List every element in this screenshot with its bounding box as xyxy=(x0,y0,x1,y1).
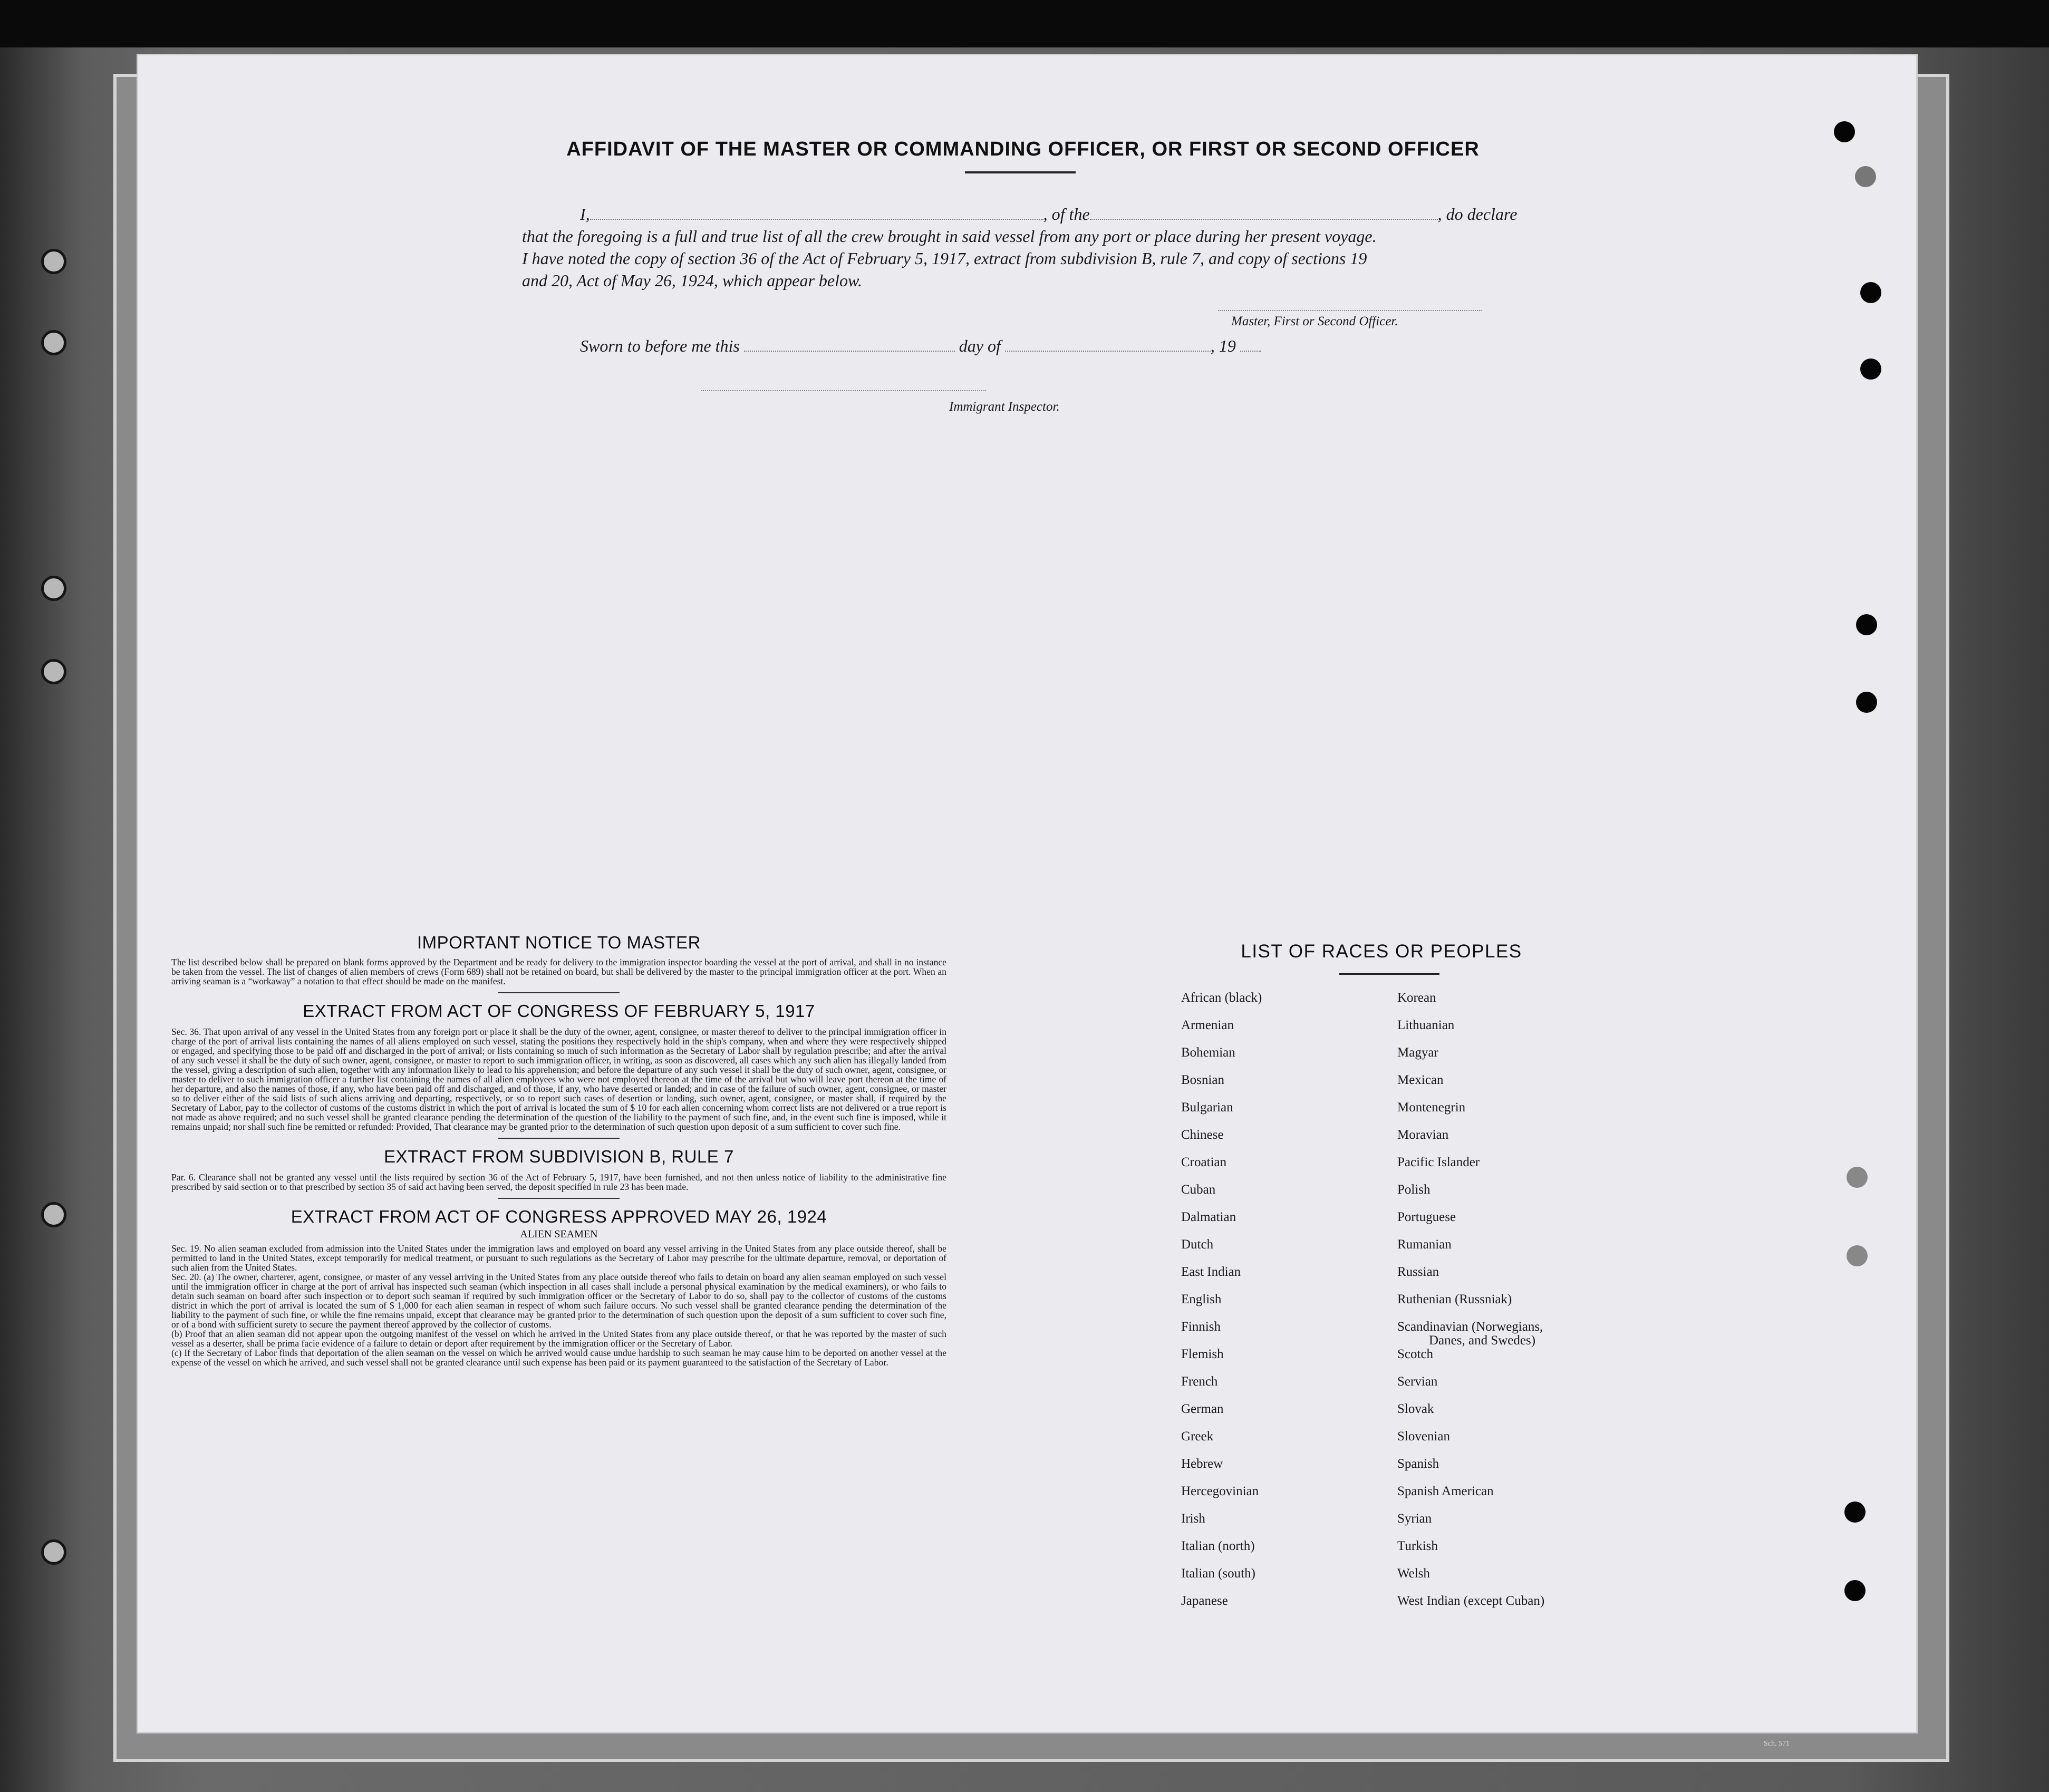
punch-hole xyxy=(1834,121,1855,142)
race-item: Finnish xyxy=(1181,1320,1221,1334)
race-item: Italian (south) xyxy=(1181,1566,1255,1581)
race-item: Slovenian xyxy=(1397,1429,1450,1444)
race-item: Bulgarian xyxy=(1181,1100,1233,1115)
declaration-line-4: and 20, Act of May 26, 1924, which appear below. xyxy=(522,271,862,290)
race-item: Lithuanian xyxy=(1397,1018,1455,1032)
declaration-of: , of the xyxy=(1043,205,1090,224)
races-left-column xyxy=(1181,990,1403,1621)
punch-hole xyxy=(1855,166,1876,187)
race-item-continuation: Danes, and Swedes) xyxy=(1429,1333,1536,1348)
punch-hole xyxy=(1847,1245,1868,1266)
race-item: German xyxy=(1181,1402,1224,1416)
sworn-day-field[interactable] xyxy=(744,337,955,352)
day-of-text: day of xyxy=(959,336,1001,355)
race-item: Dutch xyxy=(1181,1237,1214,1252)
race-item: Korean xyxy=(1397,991,1436,1005)
punch-hole xyxy=(1860,359,1881,380)
notice-body: The list described below shall be prepared on blank forms approved by the Department and be ready for delivery to the immigration inspector boarding the vessel at the port of arrival, and shall in no instance be taken from the vessel. The list of changes of alien members of crews (Form 689) shall not be retained on board, but shall be delivered by the master to the principal immigration officer at the port. When an arriving seaman is a “workaway” a notation to that effect should be made on the manifest. xyxy=(171,957,946,986)
race-item: Moravian xyxy=(1397,1128,1449,1142)
declaration-line-2: that the foregoing is a full and true list of all the crew brought in said vessel from any port or place during her present voyage. xyxy=(522,227,1377,246)
race-item: Pacific Islander xyxy=(1397,1155,1480,1169)
race-item: Mexican xyxy=(1397,1073,1444,1087)
declaration-line-3: I have noted the copy of section 36 of the Act of February 5, 1917, extract from subdivision B, rule 7, and copy of sections 19 xyxy=(522,249,1367,268)
punch-hole xyxy=(1856,614,1877,635)
race-item: Cuban xyxy=(1181,1183,1216,1197)
vessel-field[interactable] xyxy=(1090,205,1438,220)
declaration-declare: , do declare xyxy=(1437,205,1518,224)
race-item: Ruthenian (Russniak) xyxy=(1397,1292,1512,1306)
race-item: Turkish xyxy=(1397,1539,1438,1553)
punch-hole xyxy=(1844,1580,1866,1601)
race-item: French xyxy=(1181,1374,1218,1389)
section-divider xyxy=(498,1138,620,1139)
notice-title: IMPORTANT NOTICE TO MASTER xyxy=(417,933,701,952)
race-item: Portuguese xyxy=(1397,1210,1456,1224)
race-item: Servian xyxy=(1397,1374,1438,1389)
extract-1917-body: Sec. 36. That upon arrival of any vessel in the United States from any foreign port or place it shall be the duty of the owner, agent, consignee, or master thereof to deliver to the principal immigration officer in charge of the port of arrival lists containing the names of all aliens employed on such vessel, stating the positions they respectively hold in the ship's company, when and where they were respectively shipped or engaged, and specifying those to be paid off and discharged in the port of arrival; or lists containing so much of such information as the Secretary of Labor shall by regulation prescribe; and after the arrival of any such vessel it shall be the duty of such owner, agent, consignee, or master to report to such immigration officer, in writing, as soon as discovered, all cases which any such alien has illegally landed from the vessel, giving a description of such alien, together with any information likely to lead to his apprehension; and before the departure of any such vessel it shall be the duty of such owner, agent, consignee, or master to deliver to such immigration officer a further list containing the names of all alien employees who were not employed thereon at the time of the arrival but who will leave port thereon at the time of her departure, and also the names of those, if any, who have been paid off and discharged, and of those, if any, who have deserted or landed; and in case of the failure of such owner, agent, consignee, or master so to deliver either of the said lists of such aliens arriving and departing, respectively, or so to report such cases of desertion or landing, such owner, agent, consignee, or master shall, if required by the Secretary of Labor, pay to the collector of customs of the customs district in which the port of arrival is located the sum of $ 10 for each alien concerning whom correct lists are not delivered or a true report is not made as above required; and no such vessel shall be granted clearance pending the determination of the question of the liability to the payment of such fine, and, in the event such fine is imposed, while it remains unpaid; nor shall such fine be remitted or refunded: Provided, That clearance may be granted prior to the determination of such question upon deposit of a sum sufficient to cover such fine. xyxy=(171,1026,946,1132)
race-item: Polish xyxy=(1397,1183,1431,1197)
inspector-label: Immigrant Inspector. xyxy=(949,400,1060,414)
binder-hole xyxy=(41,659,66,684)
race-item: Croatian xyxy=(1181,1155,1227,1169)
declaration-text xyxy=(522,203,1524,292)
extract-1924-title: EXTRACT FROM ACT OF CONGRESS APPROVED MAY 26, 1924 xyxy=(291,1207,827,1226)
title-underline xyxy=(965,171,1076,173)
race-item: Spanish American xyxy=(1397,1484,1494,1498)
declaration-line-1 xyxy=(522,203,1524,225)
race-item: Scandinavian (Norwegians, Danes, and Swedes) xyxy=(1397,1319,1619,1347)
affidavit-title: AFFIDAVIT OF THE MASTER OR COMMANDING OFFICER, OR FIRST OR SECOND OFFICER xyxy=(566,138,1480,160)
master-label: Master, First or Second Officer. xyxy=(1231,314,1398,328)
race-item: African (black) xyxy=(1181,991,1262,1005)
declaration-i: I, xyxy=(580,205,590,224)
form-number: Sch. 571 xyxy=(1764,1740,1790,1748)
race-item: Armenian xyxy=(1181,1018,1234,1032)
sec-20a-text: Sec. 20. (a) The owner, charterer, agent, consignee, or master of any vessel arriving in the United States from any place outside thereof who fails to detain on board any alien seaman employed on such vessel until the immigration officer in charge at the port of arrival has inspected such seaman (which inspection in all cases shall include a personal physical examination by the medical examiners), or who fails to detain such seaman on board after such inspection or to deport such seaman if required by such immigration officer or the Secretary of Labor to do so, shall pay to the collector of customs of the customs district in which the port of arrival is located the sum of $ 1,000 for each alien seaman in respect of whom such failure occurs. No such vessel shall be granted clearance pending the determination of the liability to the payment of such fine, or while the fine remains unpaid, except that clearance may be granted prior to the determination of such question upon the deposit of a sum sufficient to cover such fine, or of a bond with sufficient surety to secure the payment thereof approved by the collector of customs. xyxy=(171,1272,946,1330)
name-field[interactable] xyxy=(590,205,1043,220)
race-item: Greek xyxy=(1181,1429,1214,1444)
sworn-year-field[interactable] xyxy=(1240,337,1261,352)
document-page xyxy=(138,55,1916,1732)
sec-20c-text: (c) If the Secretary of Labor finds that deportation of the alien seaman on the vessel on which he arrived would cause undue hardship to such seaman he may cause him to be deported on another vessel at the expense of the vessel on which he arrived, and such vessel shall not be granted clearance until such expense has been paid or its payment guaranteed to the satisfaction of the Secretary of Labor. xyxy=(171,1348,946,1368)
race-item: Scotch xyxy=(1397,1347,1434,1361)
inspector-signature-line[interactable] xyxy=(701,390,986,391)
sworn-text: Sworn to before me this xyxy=(580,336,740,355)
race-item: Hercegovinian xyxy=(1181,1484,1259,1498)
sec-19-text: Sec. 19. No alien seaman excluded from admission into the United States under the immigration laws and employed on board any vessel arriving in the United States from any place outside thereof, shall be permitted to land in the United States, except temporarily for medical treatment, or pursuant to such regulations as the Secretary of Labor may prescribe for the ultimate departure, removal, or deportation of such alien from the United States. xyxy=(171,1243,946,1273)
master-signature-line[interactable] xyxy=(1218,310,1482,311)
race-item: Welsh xyxy=(1397,1566,1430,1581)
section-divider xyxy=(498,1198,620,1199)
punch-hole xyxy=(1860,282,1881,303)
race-item: Spanish xyxy=(1397,1457,1439,1471)
year-prefix: , 19 xyxy=(1210,336,1236,355)
race-item: Irish xyxy=(1181,1512,1205,1526)
extract-1917-title: EXTRACT FROM ACT OF CONGRESS OF FEBRUARY 5, 1917 xyxy=(303,1001,815,1021)
sworn-month-field[interactable] xyxy=(1005,337,1211,352)
race-item: Flemish xyxy=(1181,1347,1224,1361)
punch-hole xyxy=(1847,1167,1868,1188)
race-item: Hebrew xyxy=(1181,1457,1223,1471)
race-item: Chinese xyxy=(1181,1128,1224,1142)
race-item: Russian xyxy=(1397,1265,1439,1279)
race-item: Montenegrin xyxy=(1397,1100,1466,1115)
race-item: English xyxy=(1181,1292,1222,1306)
subdivision-b-body: Par. 6. Clearance shall not be granted any vessel until the lists required by section 36 of the Act of February 5, 1917, have been furnished, and not then unless notice of liability to the administrative fine prescribed by said section or to that prescribed by section 35 of said act having been served, the deposit specified in rule 23 has been made. xyxy=(171,1172,946,1192)
race-item: Italian (north) xyxy=(1181,1539,1255,1553)
race-item: Rumanian xyxy=(1397,1237,1452,1252)
sec-20b-text: (b) Proof that an alien seaman did not appear upon the outgoing manifest of the vessel on which he arrived in the United States from any place outside thereof, or that he was reported by the master of such vessel as a deserter, shall be prima facie evidence of a failure to detain or deport after requirement by the immigration officer or the Secretary of Labor. xyxy=(171,1329,946,1349)
binder-hole xyxy=(41,330,66,355)
alien-seamen-subtitle: ALIEN SEAMEN xyxy=(520,1228,598,1240)
binder-hole xyxy=(41,1539,66,1565)
race-item: Syrian xyxy=(1397,1512,1432,1526)
races-title-underline xyxy=(1339,973,1439,975)
sworn-line xyxy=(580,336,1318,356)
race-item: Japanese xyxy=(1181,1594,1228,1608)
races-right-column xyxy=(1397,990,1619,1621)
race-item: East Indian xyxy=(1181,1265,1241,1279)
binder-hole xyxy=(41,576,66,601)
race-item: Magyar xyxy=(1397,1045,1438,1060)
punch-hole xyxy=(1844,1502,1866,1523)
race-item: Dalmatian xyxy=(1181,1210,1236,1224)
race-item: Slovak xyxy=(1397,1402,1434,1416)
race-item: West Indian (except Cuban) xyxy=(1397,1594,1545,1608)
important-notice-section xyxy=(171,932,946,1367)
races-title: LIST OF RACES OR PEOPLES xyxy=(1241,941,1522,962)
race-item: Bosnian xyxy=(1181,1073,1224,1087)
section-divider xyxy=(498,992,620,993)
race-item: Bohemian xyxy=(1181,1045,1235,1060)
binder-hole xyxy=(41,249,66,274)
punch-hole xyxy=(1856,692,1877,713)
subdivision-b-title: EXTRACT FROM SUBDIVISION B, RULE 7 xyxy=(384,1147,734,1166)
binder-hole xyxy=(41,1202,66,1227)
